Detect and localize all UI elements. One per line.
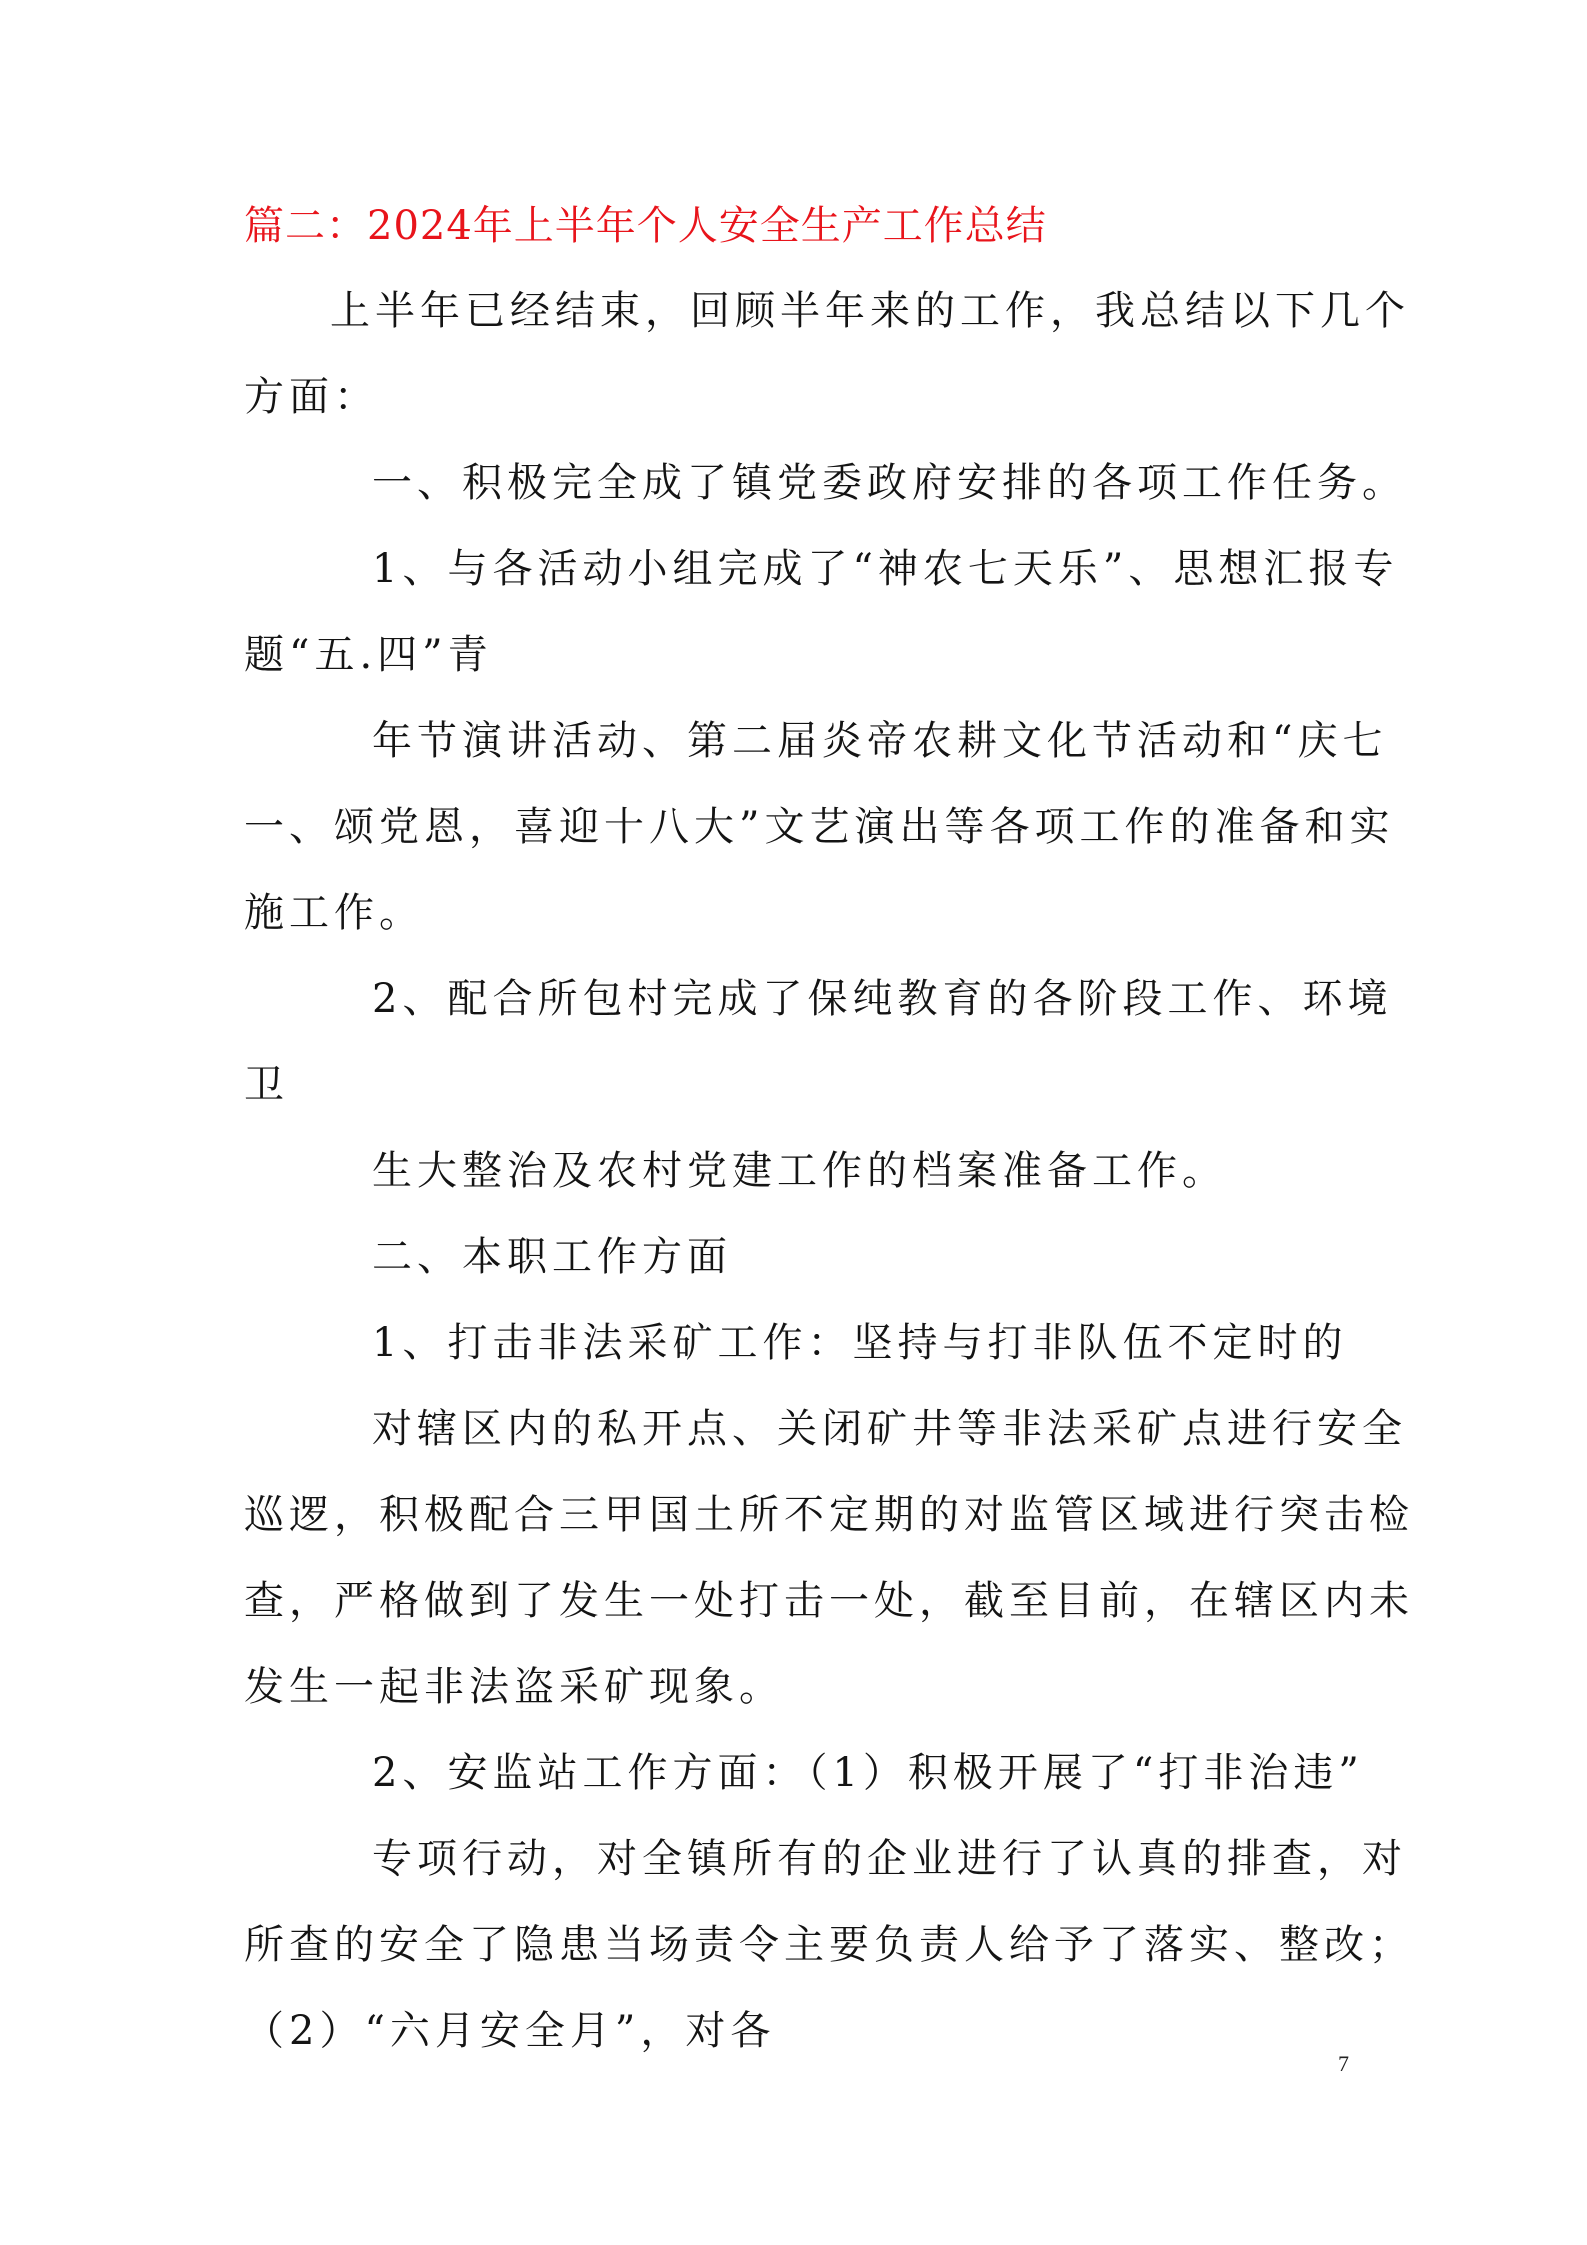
body-line: 二、本职工作方面 <box>372 1234 732 1280</box>
page-number: 7 <box>1338 2051 1349 2076</box>
body-line: 查，严格做到了发生一处打击一处，截至目前，在辖区内未 <box>244 1578 1414 1624</box>
body-line: 施工作。 <box>244 890 424 936</box>
body-line: 1、打击非法采矿工作：坚持与打非队伍不定时的 <box>372 1320 1348 1366</box>
body-line: 2、配合所包村完成了保纯教育的各阶段工作、环境 <box>372 976 1393 1022</box>
body-line: 2、安监站工作方面：（1）积极开展了“打非治违” <box>372 1750 1364 1796</box>
body-line: 卫 <box>244 1062 289 1108</box>
body-line: 1、与各活动小组完成了“神农七天乐”、思想汇报专 <box>372 546 1399 592</box>
body-line: 方面： <box>244 374 379 420</box>
body-line: 巡逻，积极配合三甲国土所不定期的对监管区域进行突击检 <box>244 1492 1414 1538</box>
body-line: 对辖区内的私开点、关闭矿井等非法采矿点进行安全 <box>372 1406 1407 1452</box>
body-line: 专项行动，对全镇所有的企业进行了认真的排查，对 <box>372 1836 1407 1882</box>
body-line: 题“五.四”青 <box>244 632 493 678</box>
body-line: 发生一起非法盗采矿现象。 <box>244 1664 784 1710</box>
body-line: 一、颂党恩，喜迎十八大”文艺演出等各项工作的准备和实 <box>244 804 1395 850</box>
document-title: 篇二：2024年上半年个人安全生产工作总结 <box>244 203 1047 249</box>
body-line: 一、积极完全成了镇党委政府安排的各项工作任务。 <box>372 460 1407 506</box>
body-line: （2）“六月安全月”，对各 <box>244 2008 776 2054</box>
body-line: 上半年已经结束，回顾半年来的工作，我总结以下几个 <box>330 288 1410 334</box>
body-line: 年节演讲活动、第二届炎帝农耕文化节活动和“庆七 <box>372 718 1388 764</box>
body-line: 所查的安全了隐患当场责令主要负责人给予了落实、整改； <box>244 1922 1414 1968</box>
body-line: 生大整治及农村党建工作的档案准备工作。 <box>372 1148 1227 1194</box>
